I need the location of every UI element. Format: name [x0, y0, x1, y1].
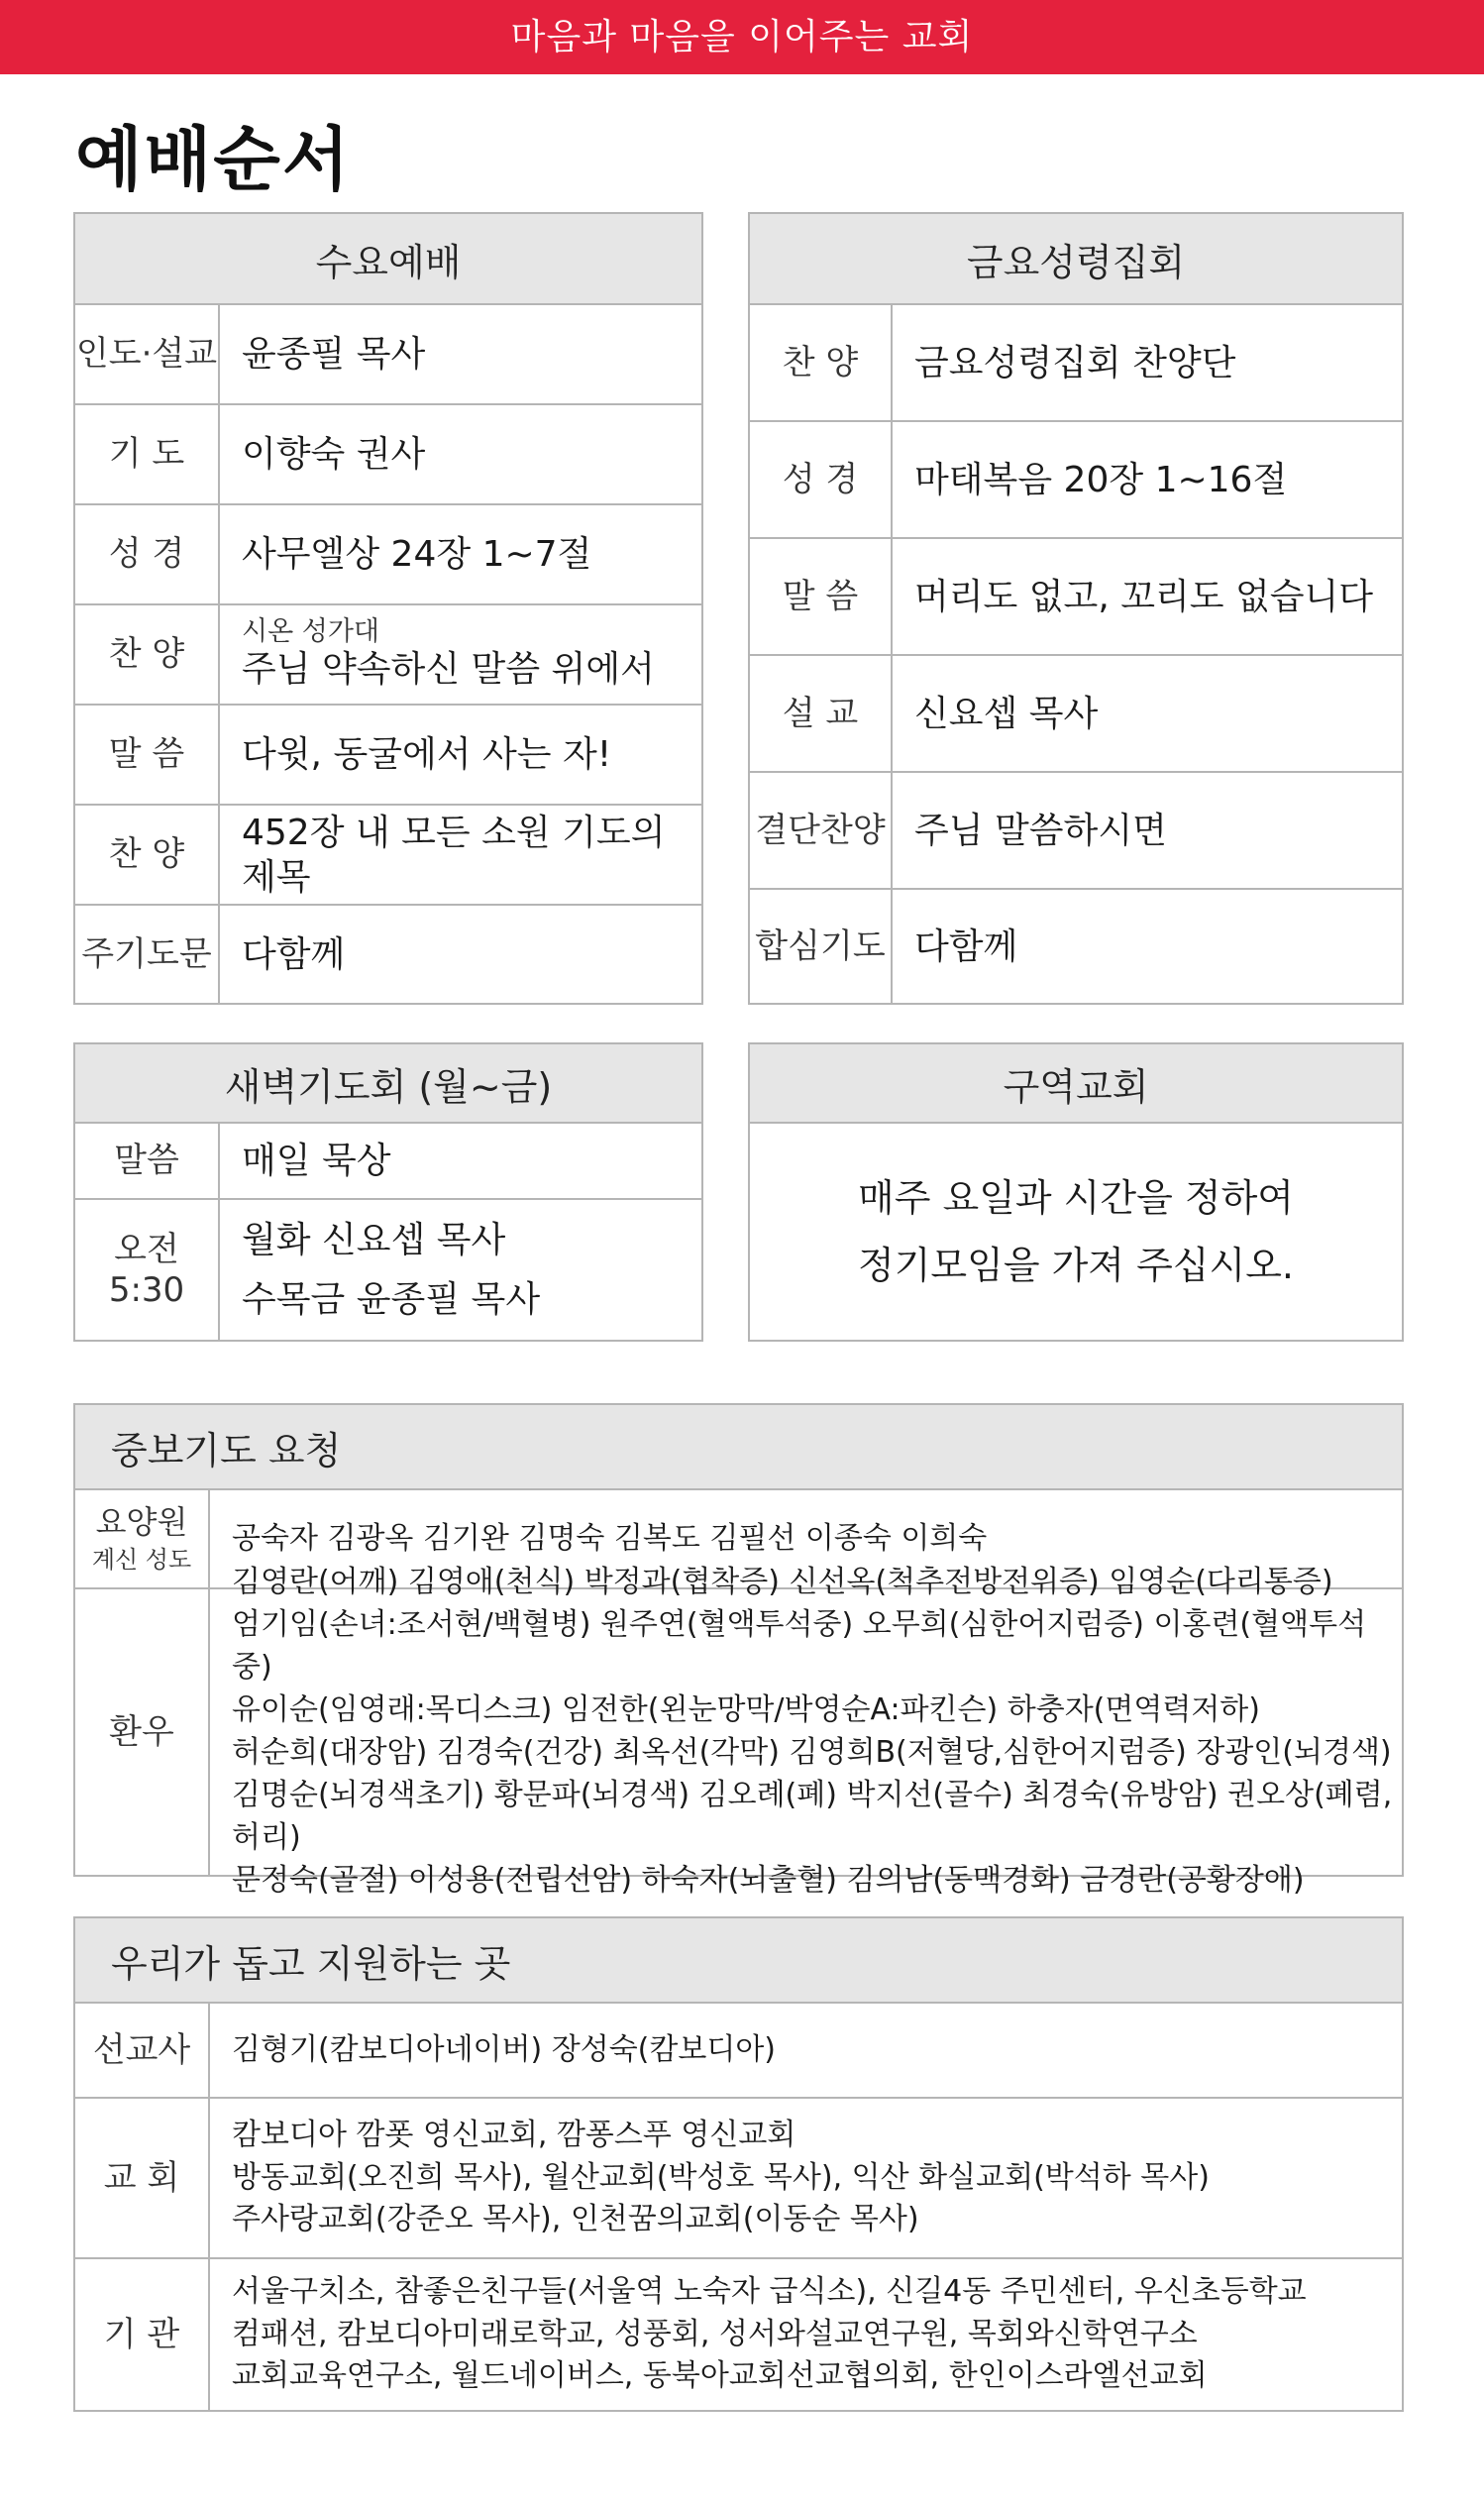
row-value: 사무엘상 24장 1~7절 [242, 534, 592, 575]
page-title: 예배순서 [75, 119, 352, 200]
top-banner: 마음과 마음을 이어주는 교회 [0, 0, 1484, 74]
row-line: 서울구치소, 참좋은친구들(서울역 노숙자 급식소), 신길4동 주민센터, 우신초등학교 [232, 2273, 1307, 2309]
row-value [210, 1565, 1402, 1898]
row-value: 이향숙 권사 [242, 434, 426, 475]
row-value: 다윗, 동굴에서 사는 자! [242, 734, 612, 775]
service-row [75, 906, 701, 1003]
dawn-row [75, 1124, 701, 1200]
support-box [73, 1916, 1404, 2412]
service-row [750, 773, 1402, 890]
service-row [750, 656, 1402, 773]
service-row [75, 605, 701, 706]
service-row [75, 305, 701, 405]
message-line: 매주 요일과 시간을 정하여 [857, 1175, 1295, 1220]
row-line: 김형기(캄보디아네이버) 장성숙(캄보디아) [232, 2031, 777, 2067]
row-label: 찬 양 [75, 806, 220, 904]
service-row [750, 305, 1402, 422]
row-line: 방동교회(오진희 목사), 월산교회(박성호 목사), 익산 화실교회(박석하 목사) [232, 2159, 1210, 2195]
row-label: 성 경 [750, 422, 893, 537]
support-row [75, 2004, 1402, 2099]
row-label: 주기도문 [75, 906, 220, 1003]
district-church-box [748, 1042, 1404, 1342]
row-value [220, 1200, 701, 1340]
support-row [75, 2259, 1402, 2410]
row-label: 찬 양 [75, 605, 220, 704]
row-value: 머리도 없고, 꼬리도 없습니다 [914, 576, 1374, 617]
wednesday-service-title: 수요예배 [75, 214, 701, 305]
row-label: 기 도 [75, 405, 220, 503]
row-label: 합심기도 [750, 890, 893, 1003]
service-row [75, 405, 701, 505]
wednesday-service-box [73, 212, 703, 1005]
row-label: 설 교 [750, 656, 893, 771]
row-label: 성 경 [75, 505, 220, 603]
support-title: 우리가 돕고 지원하는 곳 [75, 1918, 1402, 2004]
row-line: 문정숙(골절) 이성용(전립선암) 하숙자(뇌출혈) 김의남(동맥경화) 금경란(공황장애) [232, 1862, 1305, 1898]
row-value [220, 605, 701, 704]
row-value: 주님 말씀하시면 [914, 810, 1167, 851]
row-value [210, 2259, 1402, 2410]
row-line: 컴패션, 캄보디아미래로학교, 성풍회, 성서와설교연구원, 목회와신학연구소 [232, 2316, 1198, 2351]
hymn-title: 주님 약속하신 말씀 위에서 [242, 648, 655, 690]
row-value: 신요셉 목사 [914, 693, 1099, 734]
label-sub: 계신 성도 [91, 1545, 192, 1574]
row-label: 말 씀 [75, 706, 220, 804]
row-line: 매일 묵상 [242, 1141, 391, 1181]
service-row [75, 505, 701, 605]
intercessory-prayer-box [73, 1403, 1404, 1898]
row-line: 교회교육연구소, 월드네이버스, 동북아교회선교협의회, 한인이스라엘선교회 [232, 2358, 1208, 2394]
dawn-row [75, 1200, 701, 1340]
row-line: 허순희(대장암) 김경숙(건강) 최옥선(각막) 김영희B(저혈당,심한어지럼증) 장광인(뇌경색) [232, 1735, 1392, 1770]
prayer-row [75, 1565, 1402, 1898]
dawn-prayer-title: 새벽기도회 (월~금) [75, 1044, 701, 1124]
row-label: 오전 5:30 [75, 1200, 220, 1340]
row-label: 인도·설교 [75, 305, 220, 403]
row-line: 주사랑교회(강준오 목사), 인천꿈의교회(이동순 목사) [232, 2202, 919, 2237]
district-church-message [750, 1124, 1402, 1340]
row-value: 다함께 [242, 933, 346, 975]
row-line: 월화 신요셉 목사 [242, 1220, 506, 1261]
choir-name: 시온 성가대 [242, 616, 379, 648]
row-line: 김명순(뇌경색초기) 황문파(뇌경색) 김오례(폐) 박지선(골수) 최경숙(유방암) 권오상(폐렴,허리) [232, 1777, 1393, 1855]
dawn-prayer-box [73, 1042, 703, 1342]
row-label: 찬 양 [750, 305, 893, 420]
row-label: 환우 [75, 1589, 210, 1875]
service-row [750, 422, 1402, 539]
friday-service-box [748, 212, 1404, 1005]
row-value [220, 1124, 701, 1198]
service-row [750, 539, 1402, 656]
row-value [210, 2099, 1402, 2257]
row-value: 윤종필 목사 [242, 334, 426, 375]
row-value: 다함께 [914, 926, 1018, 967]
row-label: 결단찬양 [750, 773, 893, 888]
service-row [750, 890, 1402, 1003]
row-label: 선교사 [75, 2004, 210, 2097]
row-label [75, 1490, 210, 1587]
district-church-title: 구역교회 [750, 1044, 1402, 1124]
row-label: 말씀 [75, 1124, 220, 1198]
row-value: 452장 내 모든 소원 기도의 제목 [242, 812, 666, 898]
row-line: 공숙자 김광옥 김기완 김명숙 김복도 김필선 이종숙 이희숙 [232, 1520, 988, 1556]
service-row [75, 806, 701, 906]
row-line: 김영란(어깨) 김영애(천식) 박정과(협착증) 신선옥(척추전방전위증) 임영순(다리통증) [232, 1565, 1333, 1600]
row-line: 수목금 윤종필 목사 [242, 1278, 541, 1320]
support-row [75, 2099, 1402, 2259]
row-value: 마태복음 20장 1~16절 [914, 459, 1288, 500]
row-value [210, 2004, 1402, 2097]
friday-service-title: 금요성령집회 [750, 214, 1402, 305]
row-line: 유이순(임영래:목디스크) 임전한(왼눈망막/박영순A:파킨슨) 하충자(면역력저하) [232, 1692, 1260, 1728]
label-main: 요양원 [95, 1503, 188, 1542]
message-line: 정기모임을 가져 주십시오. [857, 1244, 1295, 1287]
intercessory-prayer-title: 중보기도 요청 [75, 1405, 1402, 1490]
row-label: 교 회 [75, 2099, 210, 2257]
service-row [75, 706, 701, 806]
row-value: 금요성령집회 찬양단 [914, 342, 1236, 383]
row-line: 엄기임(손녀:조서현/백혈병) 원주연(혈액투석중) 오무희(심한어지럼증) 이홍련(혈액투석중) [232, 1607, 1367, 1686]
row-line: 캄보디아 깜폿 영신교회, 깜퐁스푸 영신교회 [232, 2117, 796, 2152]
row-label: 말 씀 [750, 539, 893, 654]
row-label: 기 관 [75, 2259, 210, 2410]
